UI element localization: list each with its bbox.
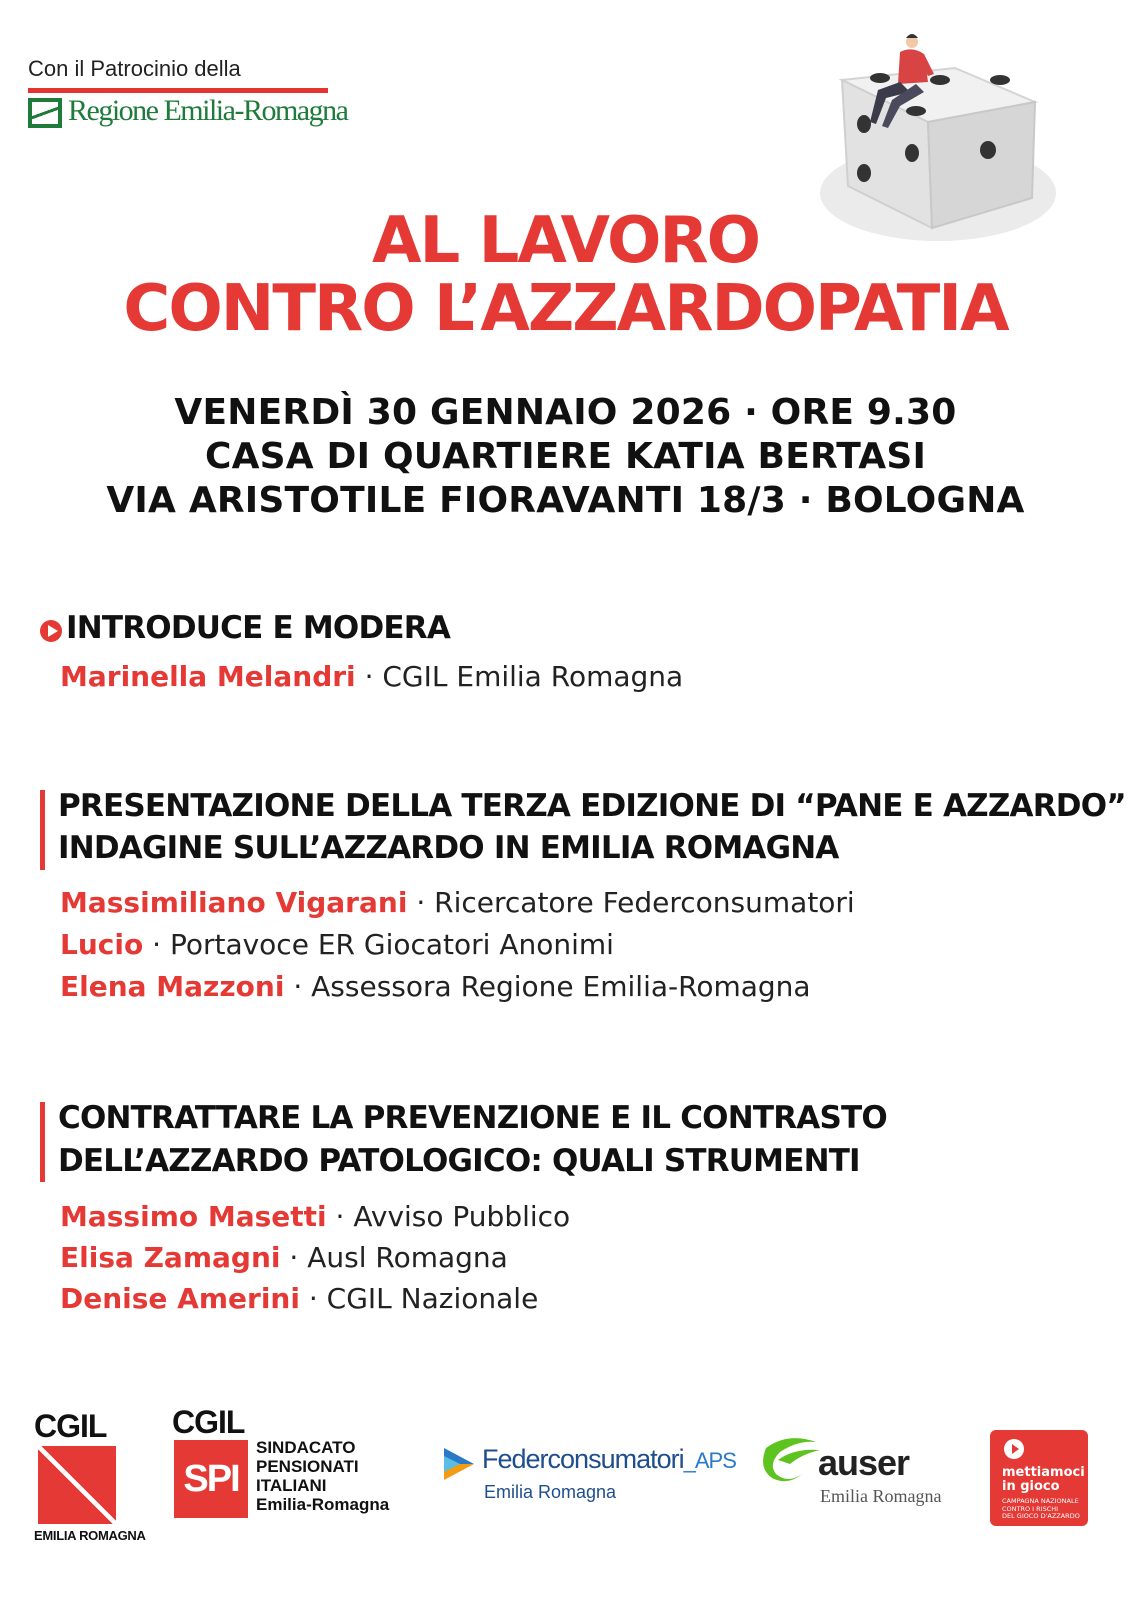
separator: · [335, 1200, 345, 1233]
section-accent-bar [40, 1102, 45, 1182]
federconsumatori-region: Emilia Romagna [484, 1482, 617, 1502]
speaker-name: Lucio [60, 928, 144, 961]
federconsumatori-name [482, 1444, 736, 1475]
mettiamoci-title-line: mettiamoci [1002, 1465, 1085, 1480]
spi-line: SINDACATO [256, 1438, 356, 1457]
mettiamoci-title-line: in gioco [1002, 1479, 1060, 1494]
cgil-emblem-icon [38, 1446, 116, 1524]
speaker-role: Ausl Romagna [307, 1241, 508, 1274]
section-heading: DELL’AZZARDO PATOLOGICO: QUALI STRUMENTI [58, 1143, 860, 1179]
section-heading: PRESENTAZIONE DELLA TERZA EDIZIONE DI “PANE E AZZARDO” [58, 788, 1126, 824]
section-accent-bar [40, 790, 45, 870]
federconsumatori-wordmark: Federconsumatori [482, 1444, 684, 1474]
speaker-row [60, 928, 614, 961]
speaker-row [60, 1241, 508, 1274]
region-logo-bar [28, 88, 328, 93]
separator: · [416, 886, 426, 919]
speaker-row [60, 970, 811, 1003]
separator: · [289, 1241, 299, 1274]
spi-cgil-logo [172, 1404, 402, 1524]
region-logo-text: Regione Emilia-Romagna [68, 94, 348, 127]
speaker-role: Ricercatore Federconsumatori [434, 886, 855, 919]
cgil-region-label: EMILIA ROMAGNA [34, 1528, 146, 1543]
mettiamoci-title [1002, 1466, 1085, 1494]
speaker-row [60, 1282, 538, 1315]
speaker-role: Portavoce ER Giocatori Anonimi [169, 928, 614, 961]
mettiamoci-sub-line: CONTRO I RISCHI [1002, 1504, 1059, 1513]
spi-line: Emilia-Romagna [256, 1495, 390, 1514]
region-flag-icon [28, 98, 62, 128]
auser-wordmark: auser [818, 1442, 910, 1483]
speaker-role: Assessora Regione Emilia-Romagna [311, 970, 811, 1003]
speaker-name: Denise Amerini [60, 1282, 300, 1315]
mettiamoci-subtitle [1002, 1498, 1080, 1521]
event-title-line1: AL LAVORO [371, 204, 760, 278]
spi-text [256, 1438, 389, 1514]
speaker-name: Massimiliano Vigarani [60, 886, 408, 919]
aps-suffix: _APS [683, 1448, 736, 1473]
speaker-name: Marinella Melandri [60, 660, 356, 693]
section-heading: INTRODUCE E MODERA [66, 610, 451, 646]
federconsumatori-mark-icon [440, 1446, 476, 1482]
cgil-wordmark: CGIL [172, 1404, 245, 1440]
patronage-label: Con il Patrocinio della [28, 56, 241, 81]
speaker-row [60, 660, 683, 693]
mettiamoci-sub-line: DEL GIOCO D'AZZARDO [1002, 1512, 1080, 1520]
cgil-emilia-romagna-logo [34, 1408, 146, 1543]
play-icon [1004, 1439, 1024, 1459]
cgil-wordmark: CGIL [34, 1408, 107, 1444]
separator: · [152, 928, 162, 961]
mettiamoci-sub-line: CAMPAGNA NAZIONALE [1002, 1497, 1079, 1505]
speaker-name: Elisa Zamagni [60, 1241, 281, 1274]
region-logo [28, 88, 348, 132]
separator: · [364, 660, 374, 693]
speaker-name: Elena Mazzoni [60, 970, 285, 1003]
speaker-role: CGIL Nazionale [326, 1282, 539, 1315]
section-heading: INDAGINE SULL’AZZARDO IN EMILIA ROMAGNA [58, 830, 839, 866]
play-bullet-icon [40, 620, 62, 642]
mettiamoci-in-gioco-logo [990, 1430, 1088, 1526]
section-heading: CONTRATTARE LA PREVENZIONE E IL CONTRASTO [58, 1100, 887, 1136]
speaker-role: CGIL Emilia Romagna [382, 660, 684, 693]
event-date-time: VENERDÌ 30 GENNAIO 2026 · ORE 9.30 [174, 392, 957, 433]
speaker-name: Massimo Masetti [60, 1200, 327, 1233]
separator: · [293, 970, 303, 1003]
event-address: VIA ARISTOTILE FIORAVANTI 18/3 · BOLOGNA [106, 480, 1025, 521]
speaker-row [60, 1200, 570, 1233]
spi-box: SPI [174, 1440, 248, 1518]
speaker-role: Avviso Pubblico [353, 1200, 571, 1233]
spi-line: ITALIANI [256, 1476, 327, 1495]
federconsumatori-logo [440, 1442, 736, 1512]
spi-line: PENSIONATI [256, 1457, 359, 1476]
speaker-row [60, 886, 855, 919]
event-title-line2: CONTRO L’AZZARDOPATIA [123, 272, 1008, 346]
auser-region: Emilia Romagna [820, 1486, 942, 1506]
separator: · [308, 1282, 318, 1315]
event-venue: CASA DI QUARTIERE KATIA BERTASI [204, 436, 927, 477]
auser-logo [758, 1434, 968, 1514]
